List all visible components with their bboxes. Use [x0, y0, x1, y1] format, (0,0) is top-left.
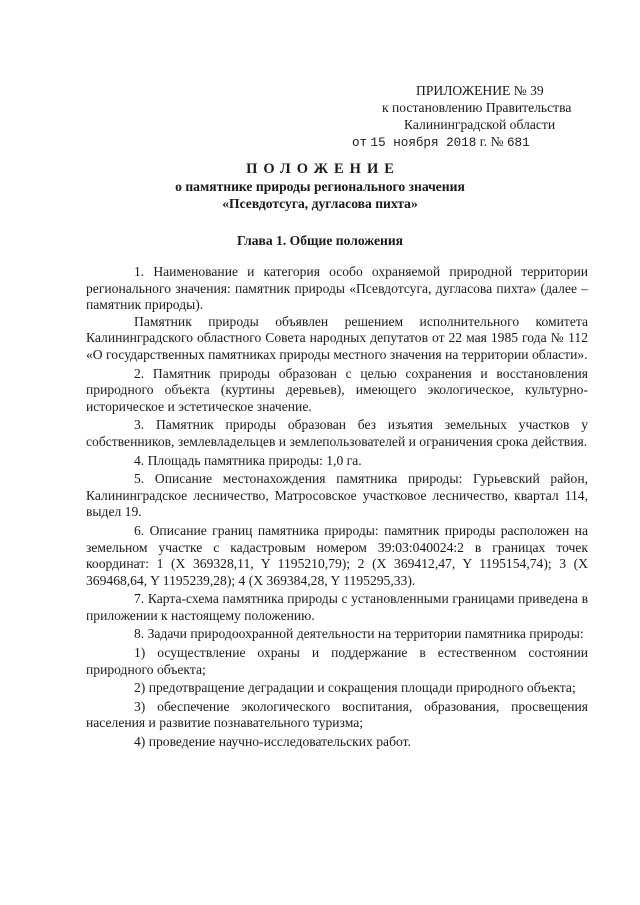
paragraph: Памятник природы объявлен решением исполнительного комитета Калининградского областного Совета народных депутатов от 22 мая 1985 года № 112 «О государственных памятниках природы местного значения на территории области».: [86, 313, 588, 362]
paragraph: 5. Описание местонахождения памятника природы: Гурьевский район, Калининградское лесничество, Матросовское участковое лесничество, квартал 114, выдел 19.: [86, 471, 588, 520]
appendix-resolution-line: к постановлению Правительства: [382, 100, 572, 115]
title-main: ПОЛОЖЕНИЕ: [246, 161, 400, 177]
paragraph: 1. Наименование и категория особо охраняемой природной территории регионального значения: памятник природы «Псевдотсуга, дугласова пихта» (далее – памятник природы).: [86, 264, 588, 313]
document-body: [86, 264, 588, 751]
title-line-1: о памятнике природы регионального значения: [175, 179, 465, 194]
paragraph: 8. Задачи природоохранной деятельности на территории памятника природы:: [134, 626, 584, 642]
resolution-number: 681: [506, 136, 530, 150]
date-value: 15 ноября 2018: [370, 136, 477, 150]
paragraph: 2. Памятник природы образован с целью сохранения и восстановления природного объекта (куртины деревьев), имеющего экологическое, культурно-историческое и эстетическое значение.: [86, 365, 588, 414]
appendix-date-line: [352, 133, 620, 152]
paragraph: 6. Описание границ памятника природы: памятник природы расположен на земельном участке с кадастровым номером 39:03:040024:2 в границах точек координат: 1 (X 369328,11, Y 1195210,79); 2 (X 369412,47, Y 1195154,74); 3 (X 369468,64, Y 1195239,28); 4 (X 369384,28, Y 1195295,33).: [86, 522, 588, 588]
appendix-header: [330, 82, 620, 152]
paragraph: 7. Карта-схема памятника природы с установленными границами приведена в приложении к настоящему положению.: [86, 591, 588, 623]
paragraph: 4) проведение научно-исследовательских работ.: [134, 734, 411, 750]
appendix-region-line: Калининградской области: [404, 117, 556, 132]
title-line-2: «Псевдотсуга, дугласова пихта»: [222, 196, 418, 211]
document-title: [0, 160, 640, 212]
date-prefix: от: [352, 136, 368, 150]
date-year-suffix: г. №: [479, 134, 504, 149]
paragraph: 3) обеспечение экологического воспитания, образования, просвещения населения и развитие познавательного туризма;: [86, 698, 588, 731]
paragraph: 3. Памятник природы образован без изъятия земельных участков у собственников, землевладельцев и землепользователей и ограничения срока действия.: [86, 417, 588, 449]
appendix-number: ПРИЛОЖЕНИЕ № 39: [416, 83, 544, 98]
paragraph: 4. Площадь памятника природы: 1,0 га.: [134, 452, 362, 468]
paragraph: 1) осуществление охраны и поддержание в естественном состоянии природного объекта;: [86, 645, 588, 677]
chapter-heading: Глава 1. Общие положения: [236, 233, 404, 248]
paragraph: 2) предотвращение деградации и сокращения площади природного объекта;: [134, 680, 576, 696]
